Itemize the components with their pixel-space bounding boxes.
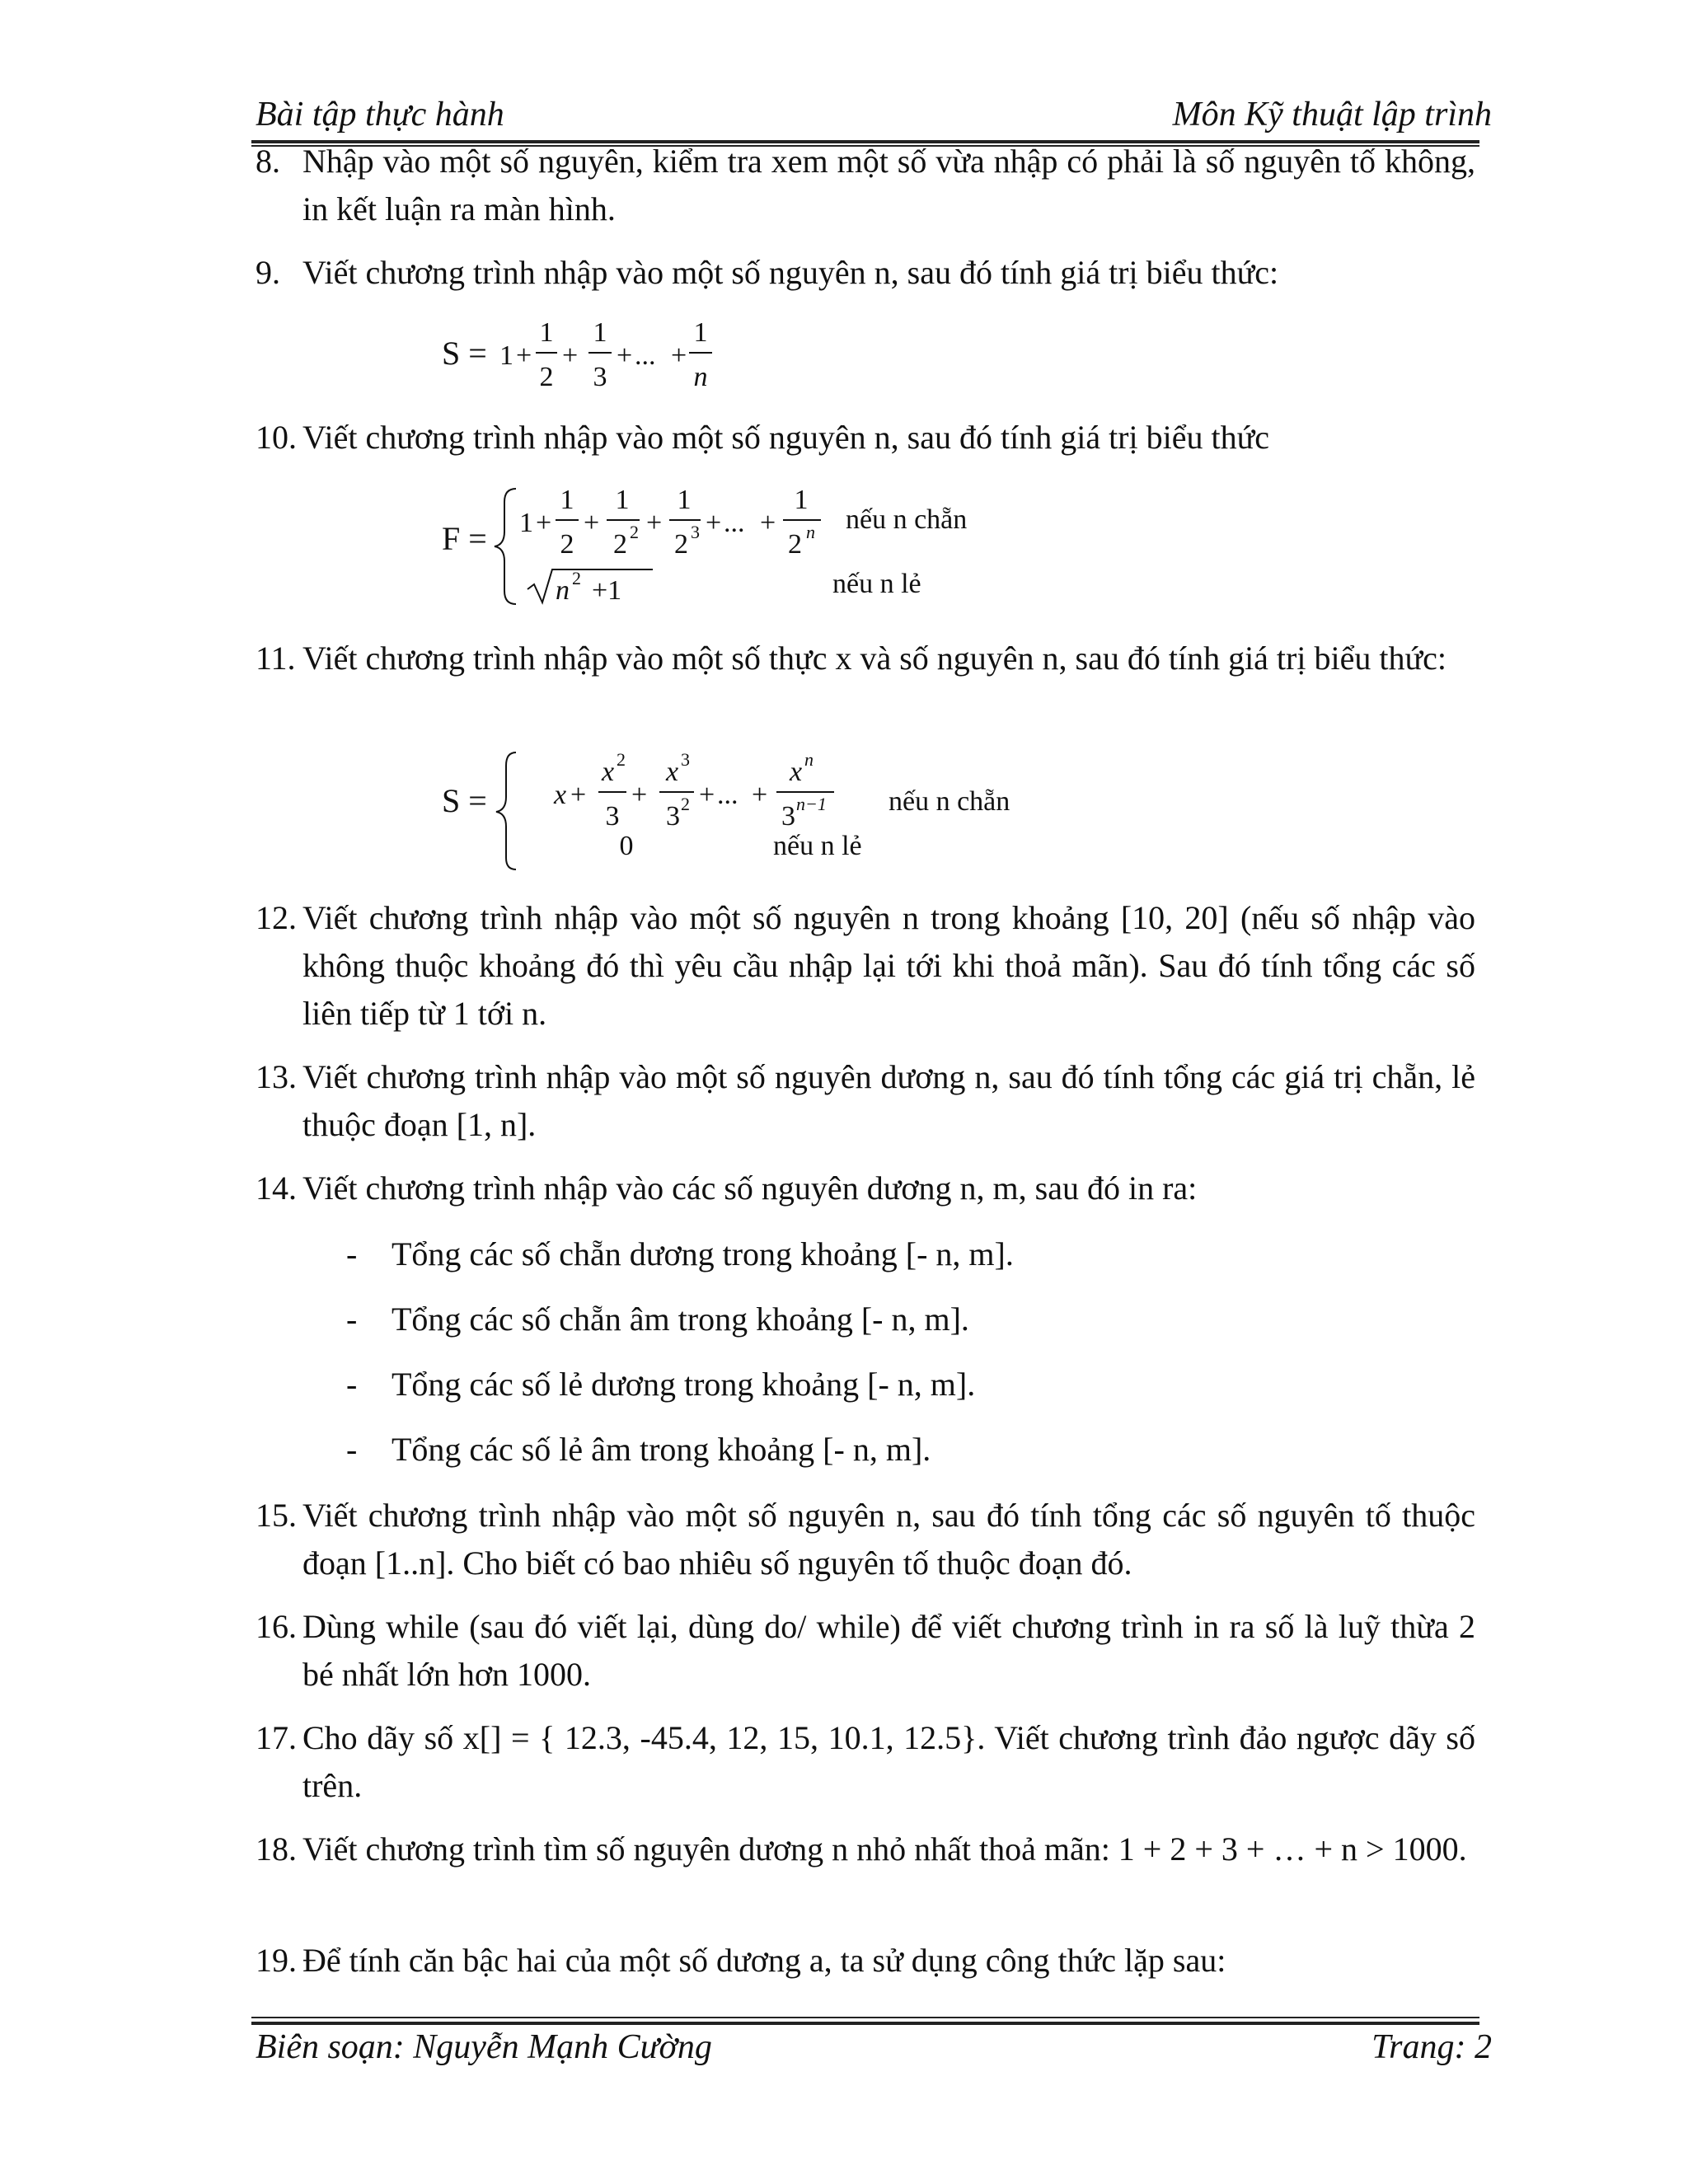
svg-text:1: 1 xyxy=(794,485,809,515)
svg-text:3: 3 xyxy=(666,801,680,832)
svg-text:...: ... xyxy=(635,340,656,371)
svg-text:0: 0 xyxy=(619,831,634,861)
svg-text:3: 3 xyxy=(593,362,607,392)
svg-text:2: 2 xyxy=(539,362,554,392)
svg-text:3: 3 xyxy=(681,749,690,770)
item-text: Viết chương trình nhập vào một số nguyên n, sau đó tính tổng các số nguyên tố thuộc đoạn [1..n]. Cho biết có bao nhiêu số nguyên tố thuộc đoạn đó. xyxy=(302,1497,1475,1582)
item-number: 10. xyxy=(256,419,297,456)
item-number: 17. xyxy=(256,1719,297,1756)
svg-text:...: ... xyxy=(724,508,745,538)
footer-rule-thick xyxy=(251,2022,1479,2025)
svg-text:n: n xyxy=(804,749,814,770)
svg-text:1: 1 xyxy=(677,485,692,515)
item-number: 15. xyxy=(256,1497,297,1534)
svg-text:1: 1 xyxy=(539,317,554,348)
exercise-item xyxy=(256,1937,1475,1985)
svg-text:...: ... xyxy=(717,780,738,810)
list-item xyxy=(346,1296,969,1343)
svg-text:+: + xyxy=(562,340,579,371)
formula-piecewise-s xyxy=(437,746,1047,878)
item-number: 11. xyxy=(256,640,296,677)
footer-rule-thin xyxy=(251,2017,1479,2018)
bullet-dash: - xyxy=(346,1366,358,1403)
svg-text:3: 3 xyxy=(605,801,620,832)
svg-text:1: 1 xyxy=(499,340,513,371)
item-number: 13. xyxy=(256,1058,297,1095)
condition-odd: nếu n lẻ xyxy=(773,831,862,861)
bullet-dash: - xyxy=(346,1431,358,1468)
formula-lhs: S = xyxy=(442,335,487,372)
bullet-text: Tổng các số lẻ dương trong khoảng [- n, m]. xyxy=(392,1366,976,1403)
svg-text:+: + xyxy=(706,508,722,538)
exercise-item xyxy=(256,414,1475,462)
svg-text:+: + xyxy=(752,780,768,810)
header-right: Môn Kỹ thuật lập trình xyxy=(1172,96,1492,134)
svg-text:x: x xyxy=(554,780,567,810)
bullet-text: Tổng các số chẵn dương trong khoảng [- n, m]. xyxy=(392,1235,1014,1272)
list-item xyxy=(346,1426,931,1474)
exercise-item xyxy=(256,1053,1475,1149)
item-number: 18. xyxy=(256,1830,297,1868)
svg-text:+: + xyxy=(760,508,776,538)
footer-author: Biên soạn: Nguyễn Mạnh Cường xyxy=(256,2028,712,2066)
condition-even: nếu n chẵn xyxy=(846,504,968,535)
item-text: Dùng while (sau đó viết lại, dùng do/ while) để viết chương trình in ra số là luỹ thừa 2 bé nhất lớn hơn 1000. xyxy=(302,1608,1475,1693)
item-number: 19. xyxy=(256,1942,297,1979)
svg-text:+: + xyxy=(699,780,715,810)
exercise-item xyxy=(256,1492,1475,1587)
svg-text:3: 3 xyxy=(691,522,700,542)
item-text: Để tính căn bậc hai của một số dương a, ta sử dụng công thức lặp sau: xyxy=(302,1942,1226,1979)
condition-even: nếu n chẵn xyxy=(889,786,1010,817)
item-text: Viết chương trình nhập vào các số nguyên dương n, m, sau đó in ra: xyxy=(302,1169,1198,1207)
bullet-dash: - xyxy=(346,1301,358,1338)
svg-text:1: 1 xyxy=(615,485,630,515)
svg-text:+: + xyxy=(516,340,532,371)
page-number: Trang: 2 xyxy=(1372,2028,1492,2066)
svg-text:2: 2 xyxy=(613,529,627,560)
exercise-item xyxy=(256,1603,1475,1699)
svg-text:+: + xyxy=(617,340,633,371)
svg-text:2: 2 xyxy=(681,794,690,814)
svg-text:2: 2 xyxy=(630,522,639,542)
svg-text:x: x xyxy=(666,757,679,787)
bullet-text: Tổng các số lẻ âm trong khoảng [- n, m]. xyxy=(392,1431,931,1468)
formula-lhs: S = xyxy=(442,782,487,819)
svg-text:+: + xyxy=(671,340,687,371)
svg-text:2: 2 xyxy=(617,749,626,770)
item-text: Cho dãy số x[] = { 12.3, -45.4, 12, 15, 10.1, 12.5}. Viết chương trình đảo ngược dãy số trên. xyxy=(302,1719,1475,1804)
item-number: 14. xyxy=(256,1169,297,1207)
svg-text:1: 1 xyxy=(693,317,708,348)
svg-text:+: + xyxy=(536,508,552,538)
item-text: Viết chương trình nhập vào một số nguyên n, sau đó tính giá trị biểu thức xyxy=(302,419,1270,456)
header-left: Bài tập thực hành xyxy=(256,96,504,134)
svg-text:+: + xyxy=(570,780,587,810)
condition-odd: nếu n lẻ xyxy=(832,569,921,599)
exercise-item xyxy=(256,249,1475,297)
bullet-text: Tổng các số chẵn âm trong khoảng [- n, m]. xyxy=(392,1301,969,1338)
svg-text:+: + xyxy=(584,508,600,538)
svg-text:+: + xyxy=(646,508,663,538)
formula-piecewise-f xyxy=(437,482,1014,614)
svg-text:n: n xyxy=(556,575,570,606)
item-text: Nhập vào một số nguyên, kiểm tra xem một số vừa nhập có phải là số nguyên tố không, in kết luận ra màn hình. xyxy=(302,143,1475,227)
list-item xyxy=(346,1230,1014,1278)
item-number: 16. xyxy=(256,1608,297,1645)
svg-text:x: x xyxy=(790,757,803,787)
exercise-item xyxy=(256,1165,1475,1212)
svg-text:x: x xyxy=(602,757,615,787)
item-number: 9. xyxy=(256,254,280,291)
svg-text:n−1: n−1 xyxy=(796,794,827,814)
exercise-item xyxy=(256,635,1475,682)
formula-harmonic-sum xyxy=(437,313,734,404)
svg-text:1: 1 xyxy=(560,485,574,515)
item-text: Viết chương trình nhập vào một số thực x và số nguyên n, sau đó tính giá trị biểu thức: xyxy=(302,640,1447,677)
item-text: Viết chương trình nhập vào một số nguyên n trong khoảng [10, 20] (nếu số nhập vào không thuộc khoảng đó thì yêu cầu nhập lại tới khi thoả mãn). Sau đó tính tổng các số liên tiếp từ 1 tới n. xyxy=(302,899,1475,1032)
exercise-item xyxy=(256,1825,1475,1873)
svg-text:+1: +1 xyxy=(592,575,622,606)
svg-text:2: 2 xyxy=(572,568,581,588)
svg-text:3: 3 xyxy=(781,801,795,832)
item-text: Viết chương trình tìm số nguyên dương n nhỏ nhất thoả mãn: 1 + 2 + 3 + … + n > 1000. xyxy=(302,1830,1467,1868)
svg-text:2: 2 xyxy=(674,529,688,560)
svg-text:1: 1 xyxy=(519,508,533,538)
svg-text:+: + xyxy=(631,780,648,810)
svg-text:n: n xyxy=(693,362,708,392)
exercise-item xyxy=(256,138,1475,233)
svg-text:n: n xyxy=(806,522,815,542)
item-number: 12. xyxy=(256,899,297,936)
exercise-item xyxy=(256,894,1475,1038)
exercise-item xyxy=(256,1714,1475,1810)
svg-text:2: 2 xyxy=(560,529,574,560)
bullet-dash: - xyxy=(346,1235,358,1272)
item-text: Viết chương trình nhập vào một số nguyên n, sau đó tính giá trị biểu thức: xyxy=(302,254,1279,291)
item-text: Viết chương trình nhập vào một số nguyên dương n, sau đó tính tổng các giá trị chẵn, lẻ thuộc đoạn [1, n]. xyxy=(302,1058,1475,1143)
svg-text:1: 1 xyxy=(593,317,607,348)
item-number: 8. xyxy=(256,143,280,180)
formula-lhs: F = xyxy=(442,520,487,557)
list-item xyxy=(346,1361,975,1408)
svg-text:2: 2 xyxy=(788,529,802,560)
